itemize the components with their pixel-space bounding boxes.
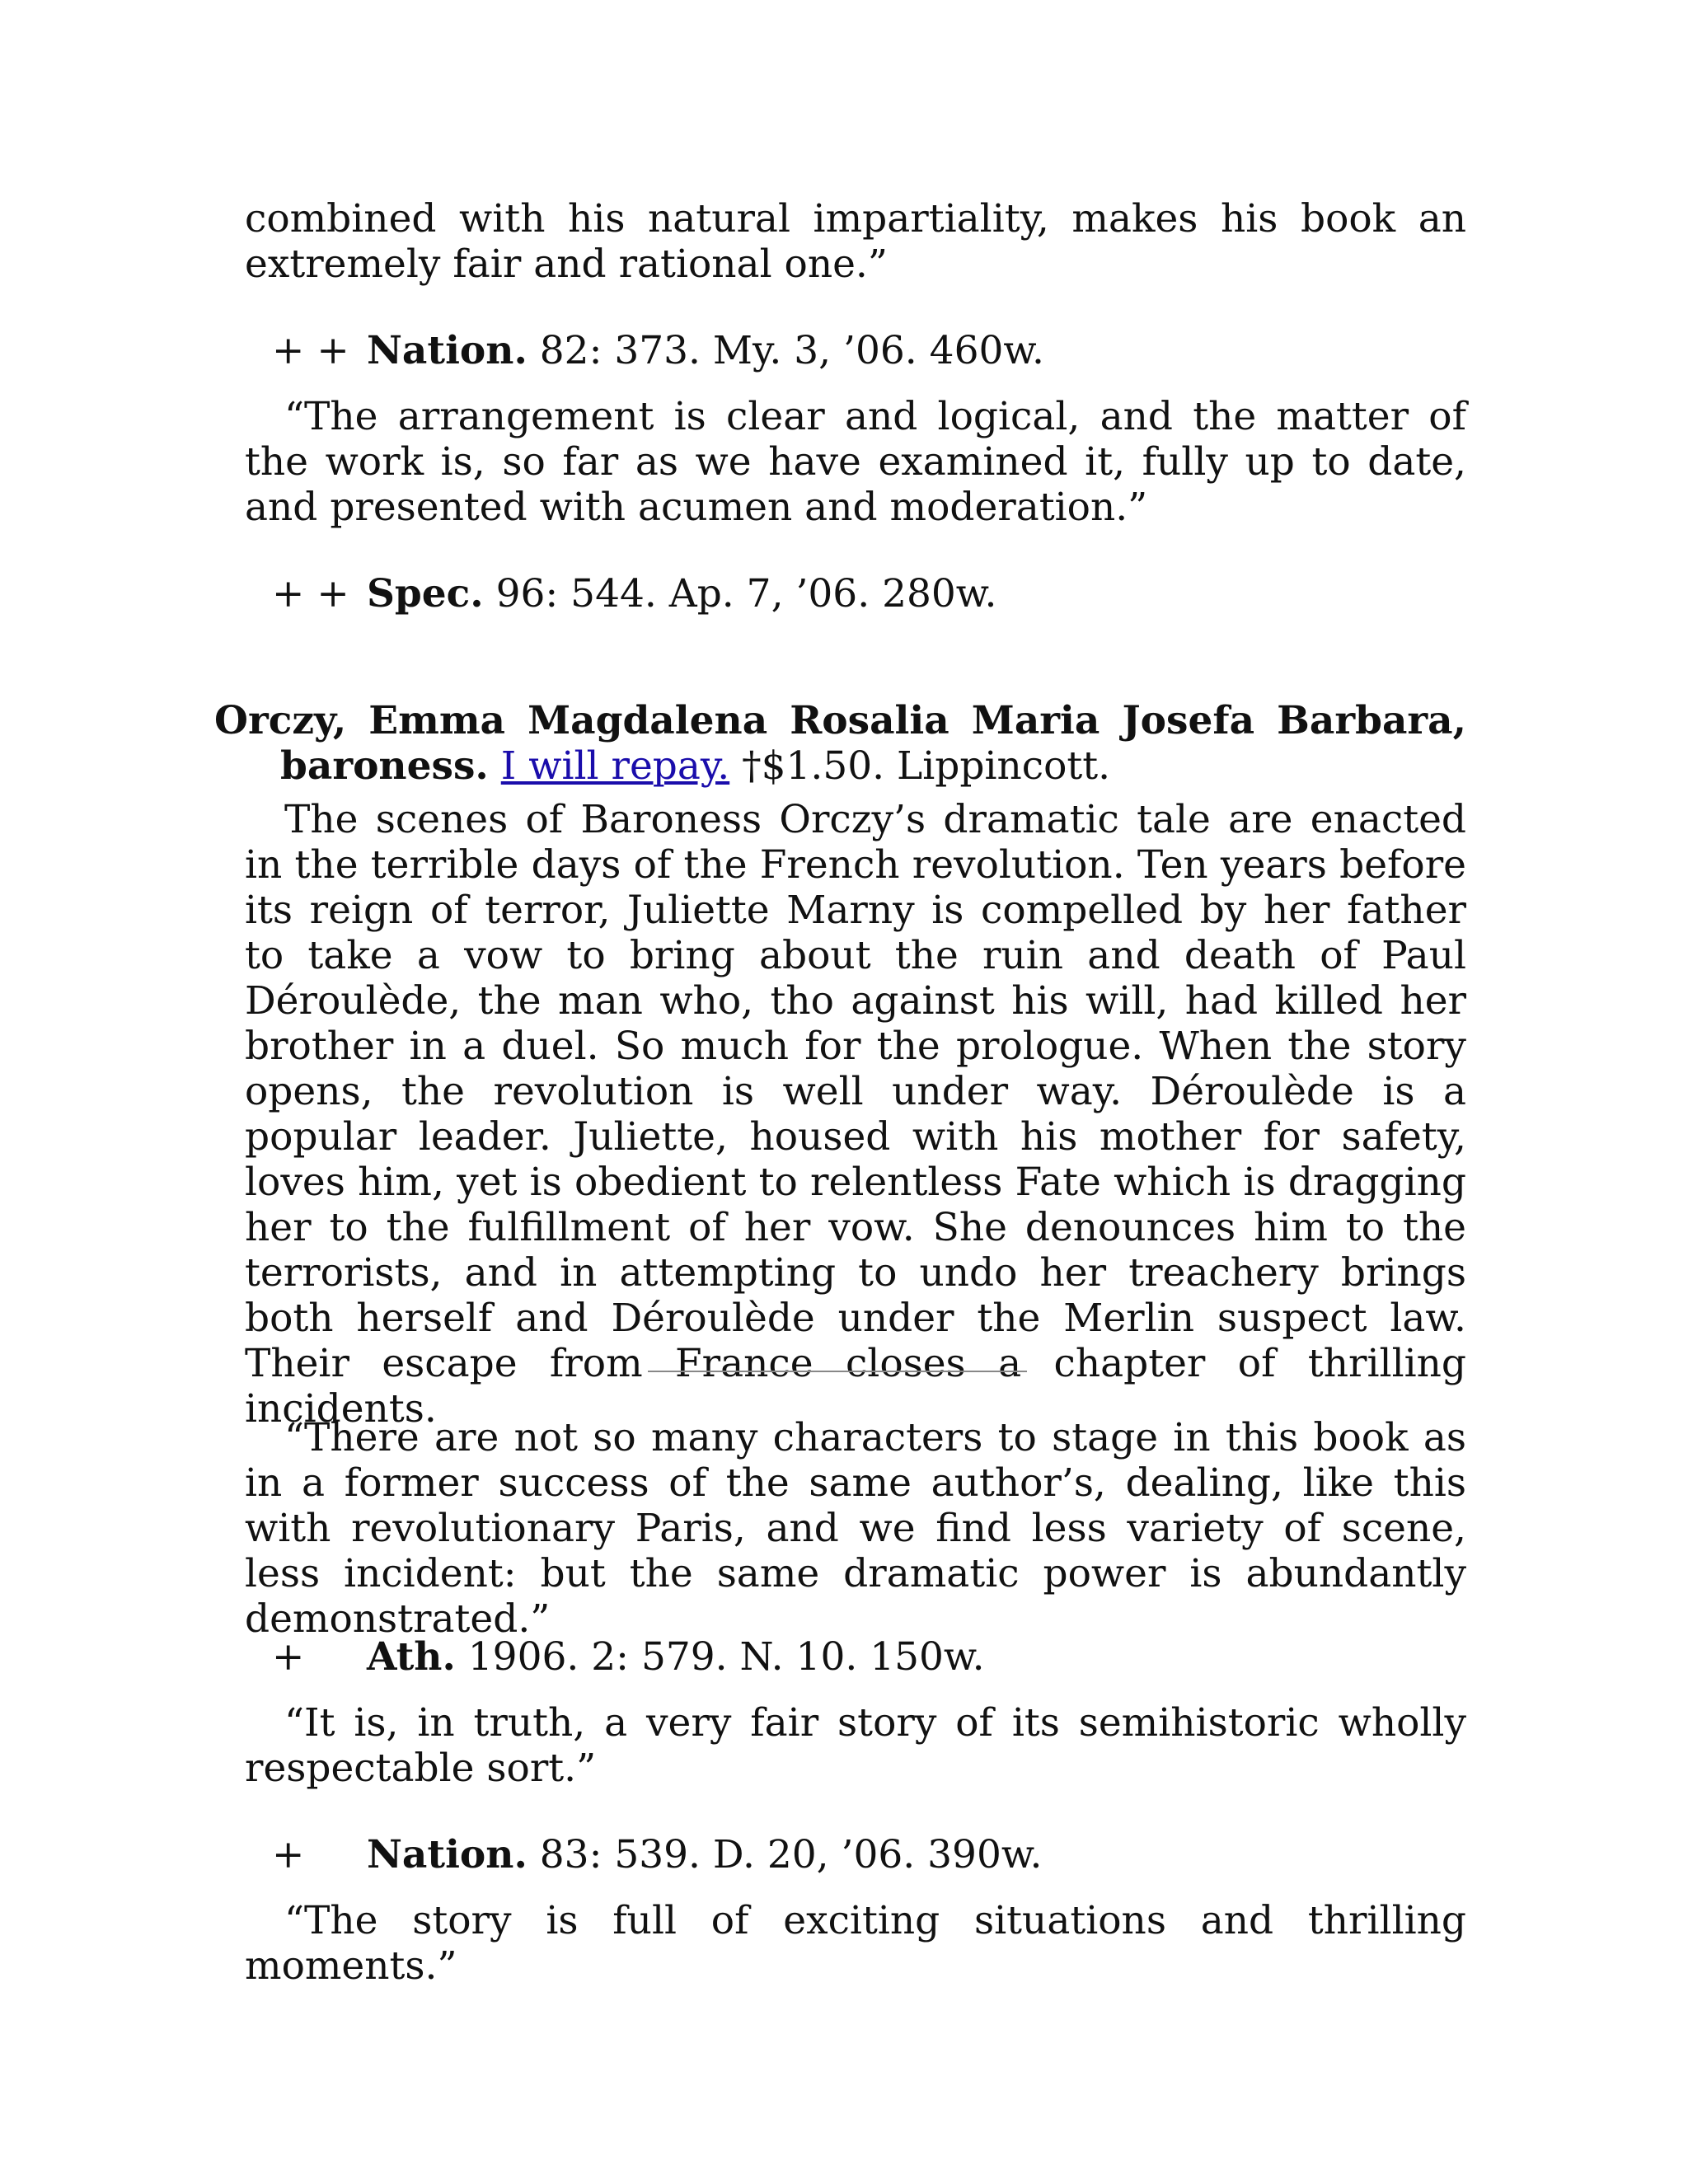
review-quote: “It is, in truth, a very fair story of its semihistoric wholly respectable sort.” — [245, 1700, 1466, 1791]
review-reference: 1906. 2: 579. N. 10. 150w. — [455, 1634, 985, 1680]
review-signs: + + — [272, 328, 349, 373]
review-signs: + — [272, 1634, 305, 1680]
review-quote: “There are not so many characters to stage in this book as in a former success of the same author’s, dealing, like this with revolutionary Paris, and we find less variety of scene, less incident: but the same dramatic power is abundantly demonstrated.” — [245, 1415, 1466, 1642]
review-citation — [272, 1832, 1042, 1877]
entry-title-link[interactable]: I will repay. — [500, 743, 730, 789]
review-citation — [272, 328, 1044, 373]
review-reference: 82: 373. My. 3, ’06. 460w. — [527, 328, 1044, 373]
entry-title-line — [214, 743, 1466, 789]
review-signs: + + — [272, 571, 349, 616]
entry-author: Orczy, Emma Magdalena Rosalia Maria Josefa Barbara, — [214, 698, 1466, 743]
review-source: Nation. — [366, 328, 528, 373]
review-reference: 96: 544. Ap. 7, ’06. 280w. — [483, 571, 997, 616]
review-source: Nation. — [366, 1832, 528, 1877]
review-quote: “The story is full of exciting situations and thrilling moments.” — [245, 1898, 1466, 1989]
section-divider — [648, 1371, 1027, 1372]
review-citation — [272, 571, 996, 616]
review-source: Spec. — [366, 571, 484, 616]
review-citation — [272, 1634, 985, 1680]
entry-title-prefix: baroness. — [280, 743, 489, 789]
review-source: Ath. — [366, 1634, 456, 1680]
entry-price-publisher: †$1.50. Lippincott. — [729, 743, 1111, 789]
entry-heading — [214, 698, 1466, 789]
entry-summary: The scenes of Baroness Orczy’s dramatic tale are enacted in the terrible days of the French revolution. Ten years before its reign of terror, Juliette Marny is compelled by her father to take a vow to bring about the ruin and death of Paul Déroulède, the man who, tho against his will, had killed her brother in a duel. So much for the prologue. When the story opens, the revolution is well under way. Déroulède is a popular leader. Juliette, housed with his mother for safety, loves him, yet is obedient to relentless Fate which is dragging her to the fulfillment of her vow. She denounces him to the terrorists, and in attempting to undo her treachery brings both herself and Déroulède under the Merlin suspect law. Their escape from France closes a chapter of thrilling incidents. — [245, 797, 1466, 1432]
review-signs: + — [272, 1832, 305, 1877]
review-reference: 83: 539. D. 20, ’06. 390w. — [527, 1832, 1043, 1877]
review-quote: “The arrangement is clear and logical, and the matter of the work is, so far as we have examined it, fully up to date, and presented with acumen and moderation.” — [245, 394, 1466, 530]
continuation-paragraph: combined with his natural impartiality, makes his book an extremely fair and rational one.” — [245, 196, 1466, 287]
